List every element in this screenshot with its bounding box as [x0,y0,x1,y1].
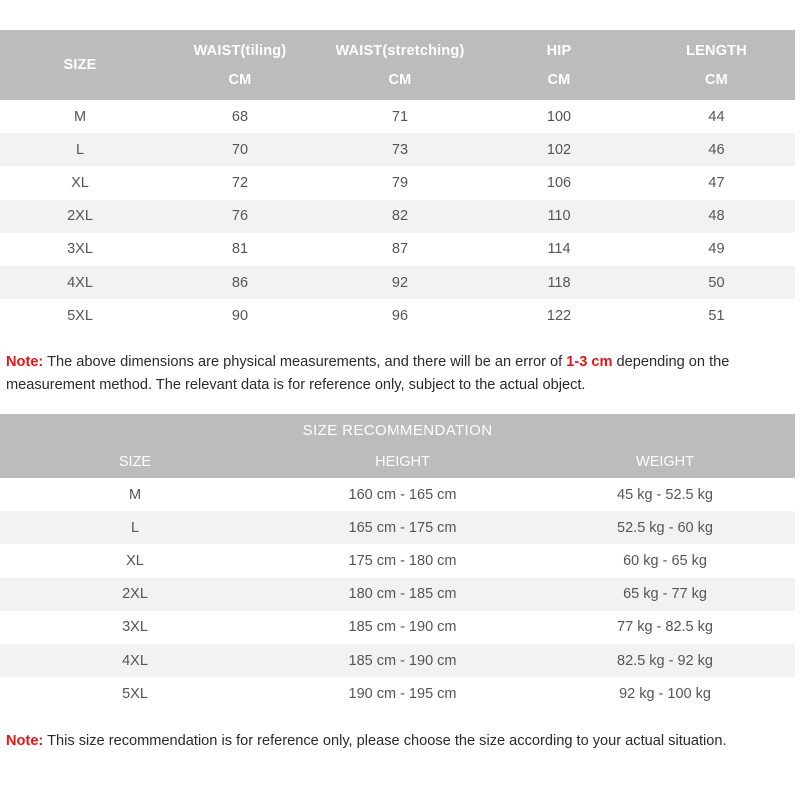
column-header-waist-tiling-label: WAIST(tiling) [193,42,287,59]
cell-weight: 92 kg - 100 kg [535,677,795,710]
cell-size: 4XL [0,266,160,299]
cell-length: 44 [638,100,795,133]
table-row [0,299,795,332]
recommendation-table [0,414,795,710]
recommendation-banner-row [0,414,795,446]
column-header-waist-tiling [160,30,320,100]
table-row [0,233,795,266]
cell-length: 50 [638,266,795,299]
recommendation-banner-title: SIZE RECOMMENDATION [0,414,795,446]
cell-height: 190 cm - 195 cm [270,677,535,710]
cell-waist-tiling: 72 [160,166,320,199]
recommendation-table-head [0,414,795,478]
cell-size: 5XL [0,299,160,332]
column-header-waist-tiling-unit: CM [228,71,252,88]
recommendation-table-body [0,478,795,710]
column-header-length-unit: CM [705,71,728,88]
column-header-waist-stretching-label: WAIST(stretching) [335,42,465,59]
cell-length: 47 [638,166,795,199]
table-row [0,100,795,133]
cell-waist-stretching: 79 [320,166,480,199]
column-header-size: SIZE [0,446,270,478]
cell-length: 49 [638,233,795,266]
measurements-table [0,30,795,332]
cell-height: 160 cm - 165 cm [270,478,535,511]
cell-hip: 102 [480,133,638,166]
column-header-hip-unit: CM [547,71,571,88]
column-header-hip [480,30,638,100]
table-row [0,544,795,577]
column-header-length [638,30,795,100]
cell-size: 2XL [0,200,160,233]
cell-hip: 118 [480,266,638,299]
cell-height: 175 cm - 180 cm [270,544,535,577]
cell-weight: 65 kg - 77 kg [535,578,795,611]
measurements-note-label: Note: [6,353,44,370]
table-row [0,478,795,511]
cell-hip: 110 [480,200,638,233]
recommendation-note-text: This size recommendation is for reference only, please choose the size according to your actual situation. [43,732,727,749]
table-row [0,133,795,166]
cell-size: 2XL [0,578,270,611]
column-header-hip-label: HIP [546,42,572,59]
table-row [0,266,795,299]
column-header-size [0,30,160,100]
table-row [0,166,795,199]
cell-waist-tiling: 68 [160,100,320,133]
column-header-length-label: LENGTH [686,42,747,59]
table-row [0,200,795,233]
measurements-table-body [0,100,795,332]
table-row [0,677,795,710]
cell-height: 165 cm - 175 cm [270,511,535,544]
cell-height: 180 cm - 185 cm [270,578,535,611]
cell-size: 3XL [0,233,160,266]
cell-size: XL [0,166,160,199]
measurements-header-row [0,30,795,100]
measurements-table-head [0,30,795,100]
cell-waist-stretching: 92 [320,266,480,299]
cell-size: M [0,100,160,133]
cell-waist-tiling: 90 [160,299,320,332]
cell-waist-tiling: 76 [160,200,320,233]
column-header-weight: WEIGHT [535,446,795,478]
column-header-height: HEIGHT [270,446,535,478]
cell-size: 4XL [0,644,270,677]
cell-waist-stretching: 73 [320,133,480,166]
cell-weight: 77 kg - 82.5 kg [535,611,795,644]
cell-size: L [0,133,160,166]
cell-hip: 106 [480,166,638,199]
cell-hip: 100 [480,100,638,133]
measurements-note-text-before: The above dimensions are physical measurements, and there will be an error of [43,353,567,370]
recommendation-note-label: Note: [6,732,44,749]
recommendation-note [6,730,796,753]
measurements-note [6,351,796,397]
table-row [0,511,795,544]
cell-waist-stretching: 82 [320,200,480,233]
table-row [0,611,795,644]
cell-weight: 52.5 kg - 60 kg [535,511,795,544]
measurements-note-accent: 1-3 cm [566,353,613,370]
cell-hip: 122 [480,299,638,332]
cell-waist-stretching: 96 [320,299,480,332]
table-row [0,578,795,611]
cell-waist-stretching: 71 [320,100,480,133]
table-row [0,644,795,677]
cell-height: 185 cm - 190 cm [270,611,535,644]
cell-weight: 82.5 kg - 92 kg [535,644,795,677]
cell-length: 46 [638,133,795,166]
cell-size: XL [0,544,270,577]
cell-size: L [0,511,270,544]
recommendation-header-row [0,446,795,478]
cell-size: 5XL [0,677,270,710]
column-header-waist-stretching-unit: CM [388,71,412,88]
cell-length: 48 [638,200,795,233]
cell-size: 3XL [0,611,270,644]
cell-hip: 114 [480,233,638,266]
column-header-waist-stretching [320,30,480,100]
measurements-note-text-after: depending on the measurement method. The relevant data is for reference only, subject to the actual object. [6,353,730,393]
cell-waist-tiling: 70 [160,133,320,166]
cell-waist-tiling: 86 [160,266,320,299]
cell-weight: 60 kg - 65 kg [535,544,795,577]
cell-height: 185 cm - 190 cm [270,644,535,677]
cell-waist-tiling: 81 [160,233,320,266]
cell-size: M [0,478,270,511]
cell-weight: 45 kg - 52.5 kg [535,478,795,511]
cell-waist-stretching: 87 [320,233,480,266]
column-header-size-label: SIZE [63,57,97,73]
cell-length: 51 [638,299,795,332]
